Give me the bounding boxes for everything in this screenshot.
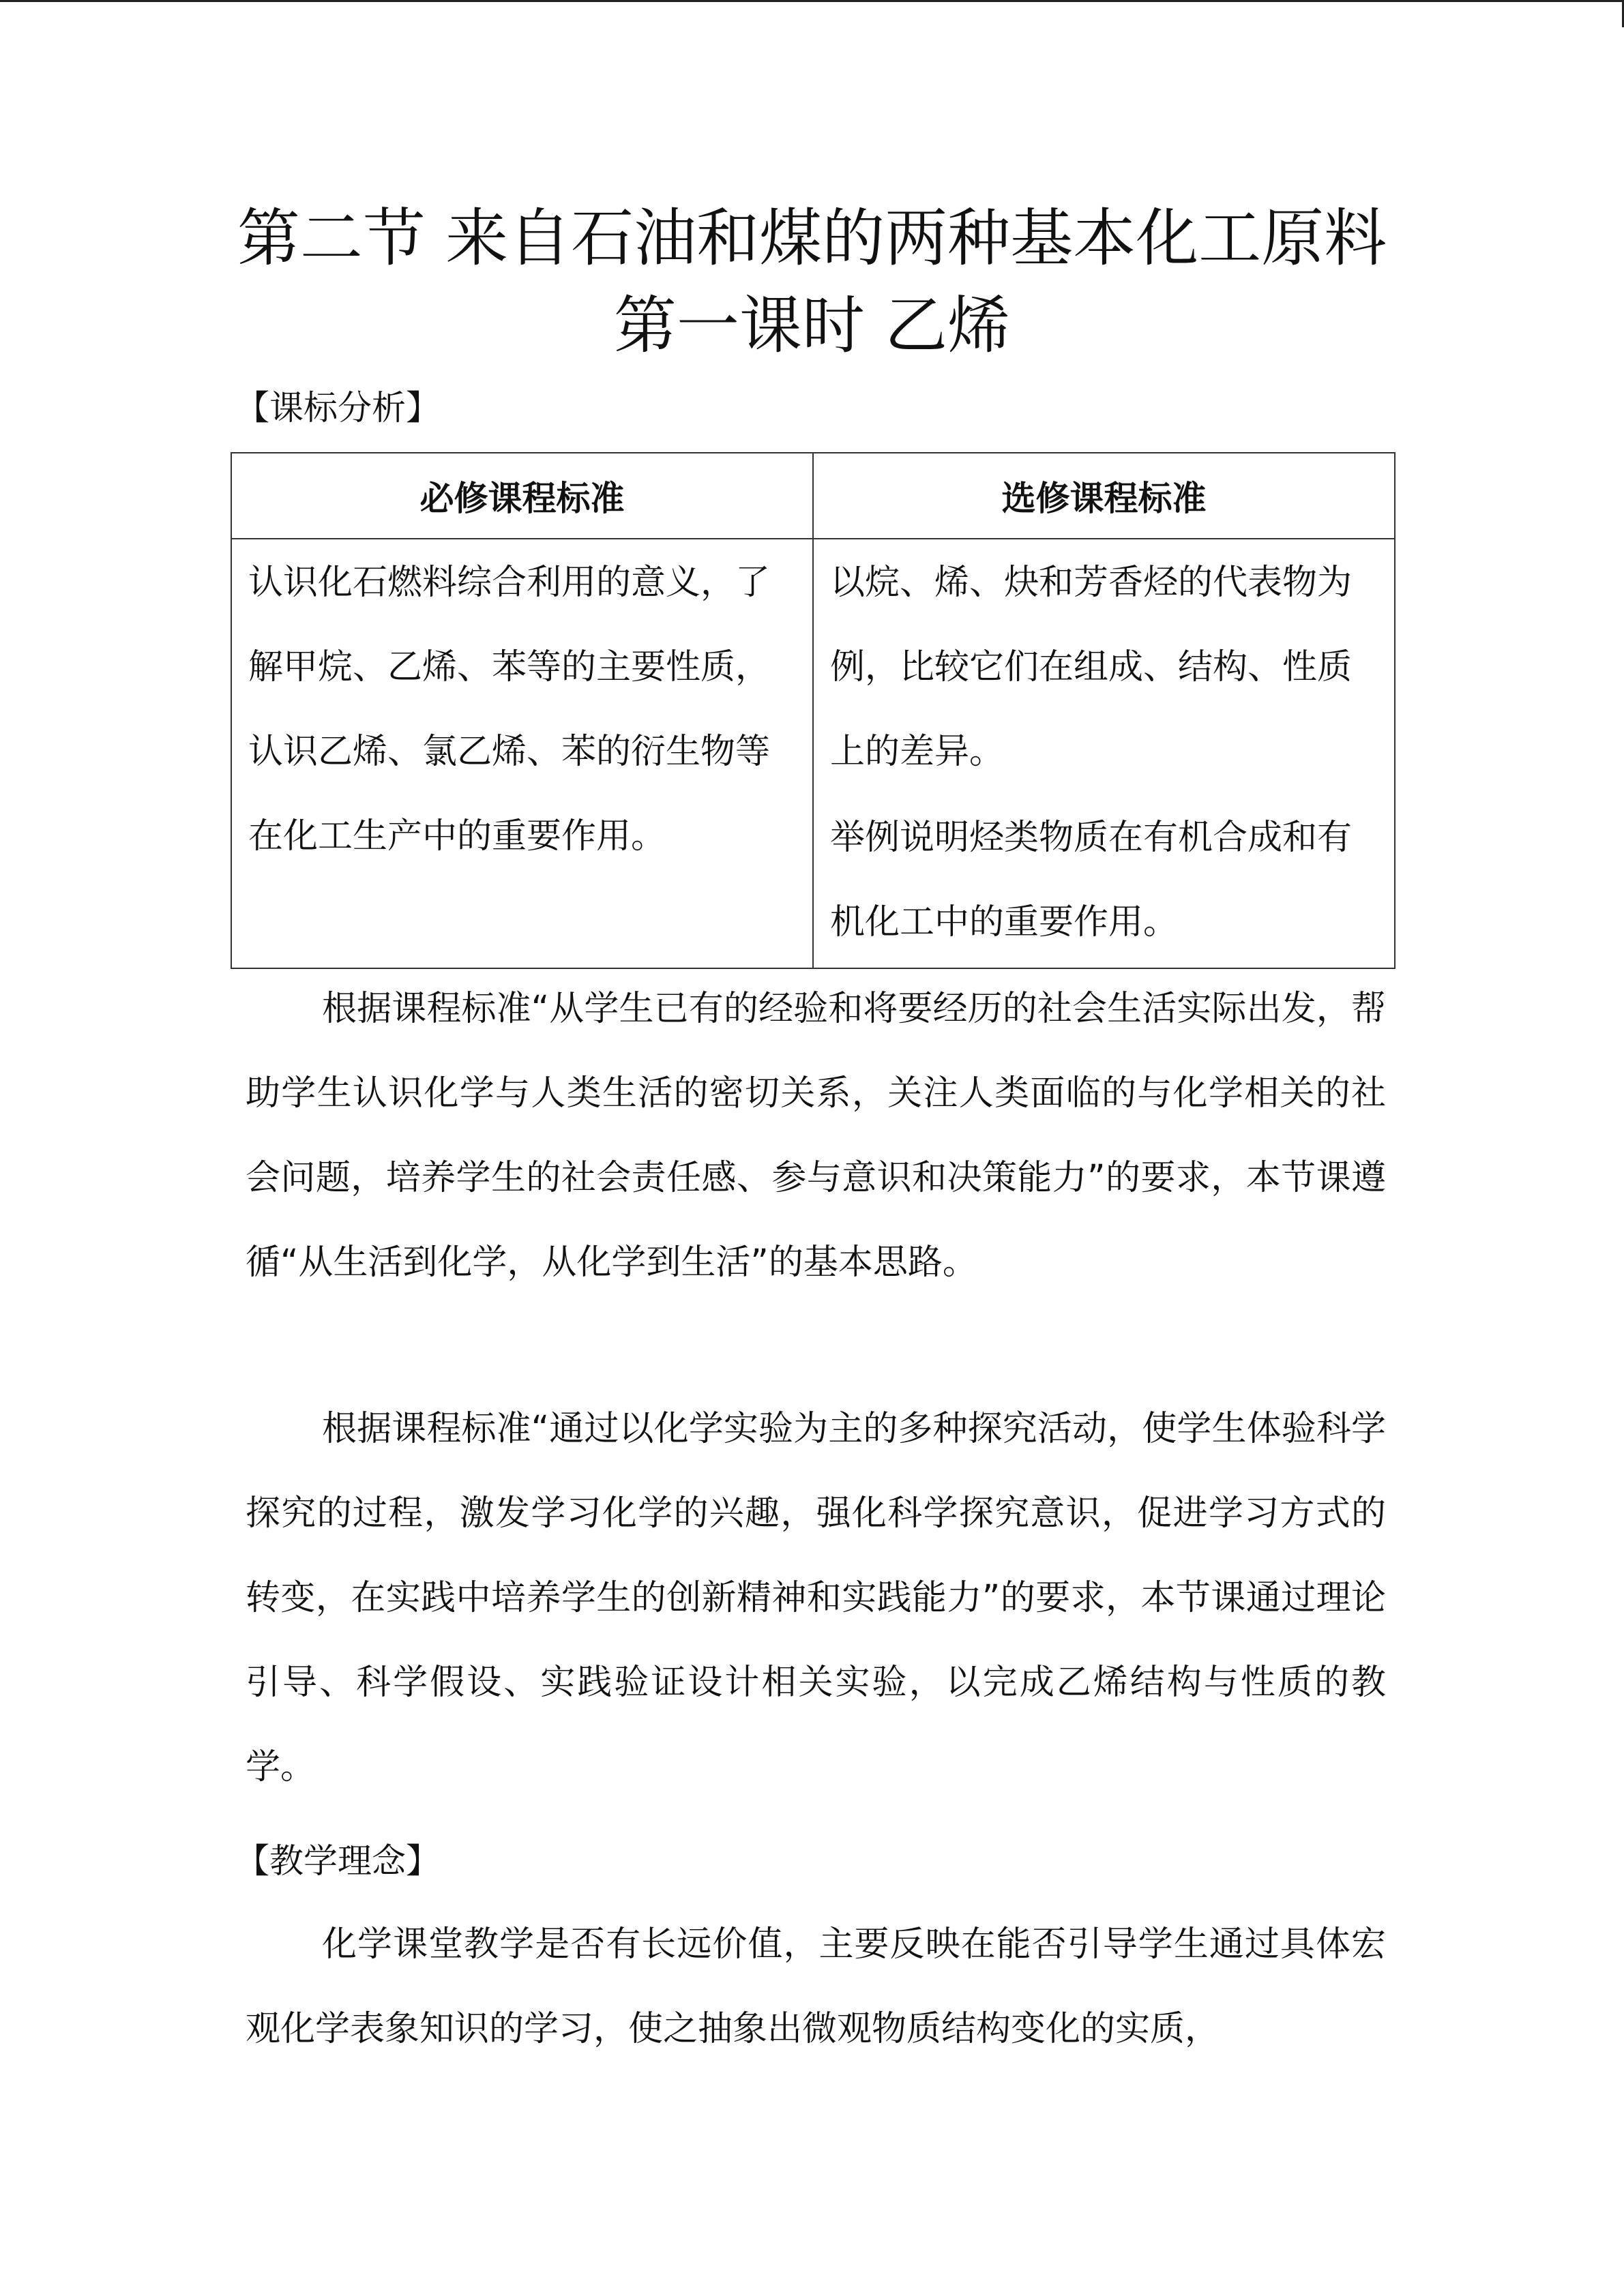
curriculum-standards-table <box>231 452 1396 969</box>
page-top-border <box>0 0 1624 2</box>
header-elective-standard: 选修课程标准 <box>813 453 1395 539</box>
body-paragraph: 根据课程标准“从学生已有的经验和将要经历的社会生活实际出发，帮助学生认识化学与人类生活的密切关系，关注人类面临的与化学相关的社会问题，培养学生的社会责任感、参与意识和决策能力”的要求，本节课遵循“从生活到化学，从化学到生活”的基本思路。 <box>246 989 1386 1283</box>
section-heading-curriculum-analysis: 【课标分析】 <box>235 388 440 428</box>
elective-standard-text-2: 举例说明烃类物质在有机合成和有机化工中的重要作用。 <box>830 818 1353 942</box>
section-heading-teaching-philosophy: 【教学理念】 <box>235 1841 440 1881</box>
required-standard-text: 认识化石燃料综合利用的意义，了解甲烷、乙烯、苯等的主要性质，认识乙烯、氯乙烯、苯的衍生物等在化工生产中的重要作用。 <box>248 563 771 856</box>
document-title: 第二节 来自石油和煤的两种基本化工原料 <box>237 202 1387 275</box>
body-paragraph: 化学课堂教学是否有长远价值，主要反映在能否引导学生通过具体宏观化学表象知识的学习，使之抽象出微观物质结构变化的实质， <box>246 1924 1386 2049</box>
table-header-row <box>231 453 1395 539</box>
body-paragraph: 根据课程标准“通过以化学实验为主的多种探究活动，使学生体验科学探究的过程，激发学习化学的兴趣，强化科学探究意识，促进学习方式的转变，在实践中培养学生的创新精神和实践能力”的要求，本节课通过理论引导、科学假设、实践验证设计相关实验，以完成乙烯结构与性质的教学。 <box>246 1409 1386 1787</box>
cell-elective-standard <box>813 539 1395 968</box>
elective-standard-text-1: 以烷、烯、炔和芳香烃的代表物为例，比较它们在组成、结构、性质上的差异。 <box>830 563 1353 772</box>
header-required-standard: 必修课程标准 <box>231 453 813 539</box>
cell-required-standard <box>231 539 813 968</box>
document-subtitle: 第一课时 乙烯 <box>613 289 1011 362</box>
table-row <box>231 539 1395 968</box>
